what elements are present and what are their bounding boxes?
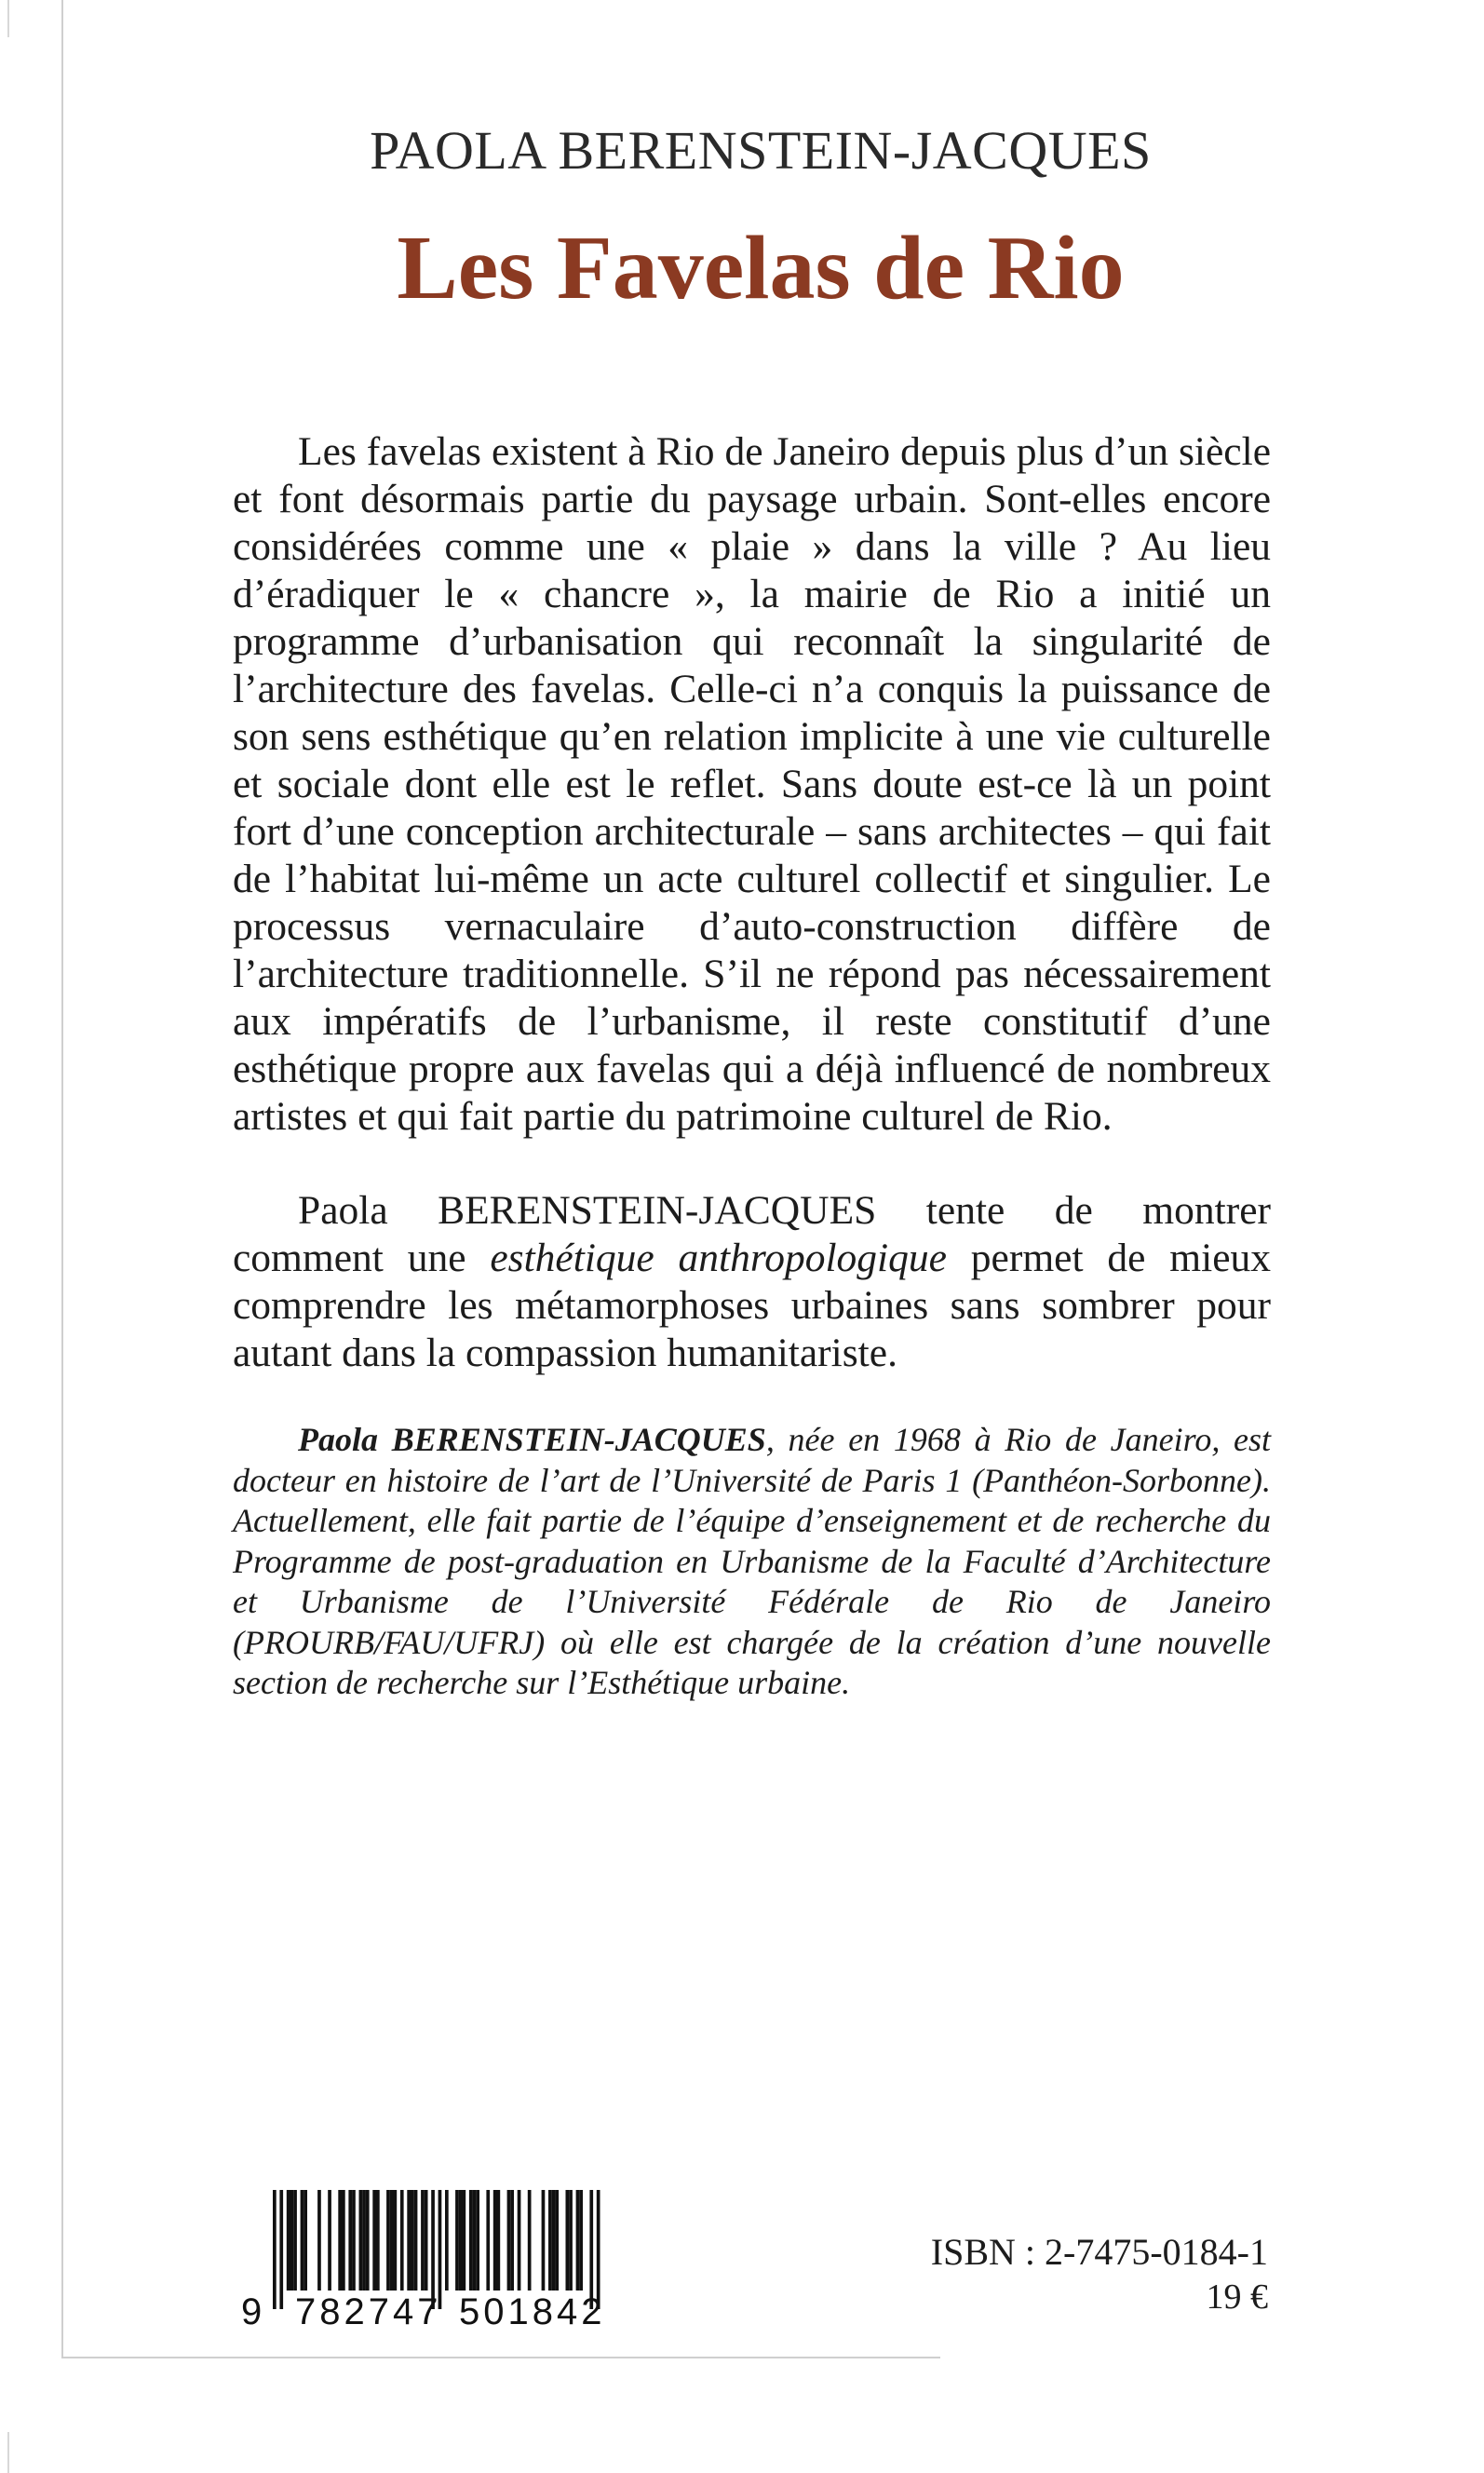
barcode-bar — [486, 2190, 490, 2291]
barcode-bar — [348, 2190, 352, 2291]
barcode-bar — [542, 2190, 546, 2291]
barcode-bar — [376, 2190, 380, 2291]
barcode-bar — [552, 2190, 556, 2291]
back-cover-text — [233, 428, 1271, 1704]
intent-text-end: permet de mieux comprendre les métamorphoses urbaines sans sombrer pour autant dans la compassion humanitariste. — [233, 1236, 1271, 1375]
crop-mark-bottom — [7, 2432, 9, 2473]
barcode-bar — [528, 2190, 532, 2291]
barcode-bar — [411, 2190, 414, 2291]
barcode-bar — [518, 2190, 521, 2291]
barcode-bar — [497, 2190, 501, 2291]
barcode-bar — [304, 2190, 307, 2291]
barcode-bar — [290, 2190, 294, 2291]
barcode-bar — [372, 2190, 376, 2291]
barcode-bar — [394, 2190, 398, 2291]
barcode-bar — [425, 2190, 428, 2291]
barcode-bar — [463, 2190, 466, 2291]
barcode-bar — [414, 2190, 418, 2291]
crop-mark-top — [7, 0, 9, 37]
barcode-bar — [287, 2190, 290, 2291]
cover-frame-left-rule — [61, 0, 63, 2358]
barcode-bar — [566, 2190, 570, 2291]
barcode-bar — [459, 2190, 463, 2291]
barcode-bar — [293, 2190, 297, 2291]
barcode-bar — [579, 2190, 583, 2291]
barcode-bar — [507, 2190, 511, 2291]
barcode-left-digits: 782747 — [295, 2291, 442, 2328]
intent-text-start: Paola BERENSTEIN-JACQUES tente de montrer comment une — [233, 1188, 1271, 1280]
barcode-bar — [473, 2190, 477, 2291]
book-title: Les Favelas de Rio — [397, 218, 1125, 318]
barcode-bar — [455, 2190, 459, 2291]
barcode-bar — [493, 2190, 497, 2291]
bio-text: , née en 1968 à Rio de Janeiro, est docteur en histoire de l’art de l’Université de Paris 1 (Panthéon-Sorbonne). Actuellement, elle fait partie de l’équipe d’enseignement et de recherche du Programme de post-graduation en Urbanisme de la Faculté d’Architecture et Urbanisme de l’Université Fédérale de Rio de Janeiro (PROURB/FAU/UFRJ) où elle est chargée de la création d’une nouvelle section de recherche sur l’Esthétique urbaine. — [233, 1421, 1272, 1701]
barcode-bar — [510, 2190, 514, 2291]
intent-emphasis: esthétique anthropologique — [490, 1236, 947, 1280]
barcode-first-digit: 9 — [241, 2291, 263, 2328]
bio-author-name: Paola BERENSTEIN-JACQUES — [298, 1421, 766, 1458]
cover-frame-bottom-rule — [61, 2357, 940, 2358]
barcode-graphic — [237, 2188, 638, 2328]
isbn-number: ISBN : 2-7475-0184-1 — [930, 2231, 1268, 2273]
barcode-bar — [445, 2190, 449, 2291]
barcode-bar — [469, 2190, 473, 2291]
author-name: PAOLA BERENSTEIN-JACQUES — [370, 120, 1152, 181]
barcode-bar — [317, 2190, 321, 2291]
barcode-bar — [421, 2190, 425, 2291]
barcode-bar — [301, 2190, 304, 2291]
barcode-bar — [400, 2190, 404, 2291]
intent-paragraph — [233, 1187, 1271, 1377]
barcode-bar — [362, 2190, 366, 2291]
barcode-bar — [548, 2190, 552, 2291]
barcode-right-digits: 501842 — [459, 2291, 606, 2328]
barcode-bar — [366, 2190, 370, 2291]
barcode-bar — [359, 2190, 363, 2291]
barcode-bar — [338, 2190, 342, 2291]
barcode-bar — [569, 2190, 573, 2291]
barcode-bar — [352, 2190, 356, 2291]
summary-paragraph: Les favelas existent à Rio de Janeiro depuis plus d’un siècle et font désormais partie du paysage urbain. Sont-elles encore considérées comme une « plaie » dans la ville ? Au lieu d’éradiquer le « chancre », la mairie de Rio a initié un programme d’urbanisation qui reconnaît la singularité de l’architecture des favelas. Celle-ci n’a conquis la puissance de son sens esthétique qu’en relation implicite à une vie culturelle et sociale dont elle est le reflet. Sans doute est-ce là un point fort d’une conception architecturale – sans architectes – qui fait de l’habitat lui-même un acte culturel collectif et singulier. Le processus vernaculaire d’auto-construction diffère de l’architecture traditionnelle. S’il ne répond pas nécessairement aux impératifs de l’urbanisme, il reste constitutif d’une esthétique propre aux favelas qui a déjà influencé de nombreux artistes et qui fait partie du patrimoine culturel de Rio. — [233, 429, 1271, 1139]
barcode-bar — [576, 2190, 580, 2291]
barcode-bar — [555, 2190, 559, 2291]
barcode-bar — [476, 2190, 479, 2291]
barcode-bar — [342, 2190, 345, 2291]
price-label: 19 € — [1206, 2277, 1268, 2317]
author-bio — [233, 1420, 1271, 1704]
barcode-bar — [390, 2190, 394, 2291]
barcode-bar — [407, 2190, 411, 2291]
barcode-bar — [279, 2190, 283, 2309]
ean-barcode — [237, 2188, 638, 2328]
barcode-bar — [273, 2190, 277, 2309]
barcode-bar — [386, 2190, 390, 2291]
barcode-bar — [328, 2190, 331, 2291]
